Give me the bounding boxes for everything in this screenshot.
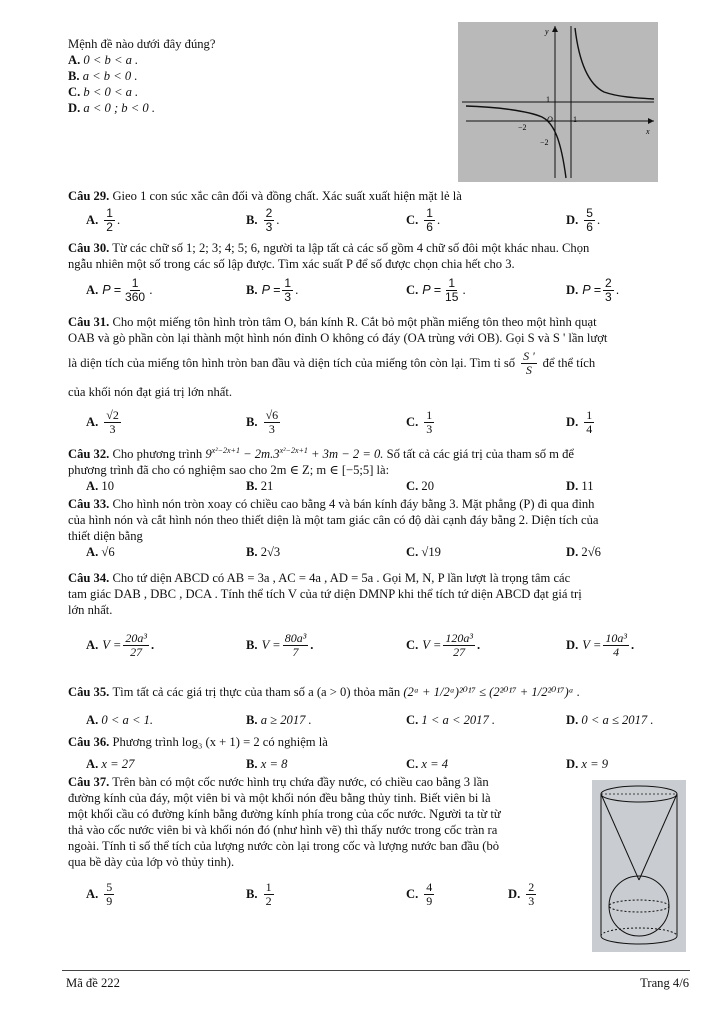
q32-stem-2: phương trình đã cho có nghiệm sao cho 2m ∈ Z; m ∈ [−5;5] là:: [68, 463, 390, 477]
q37-stem-1: Trên bàn có một cốc nước hình trụ chứa đầy nước, có chiều cao bằng 3 lần: [112, 775, 489, 789]
q30-option-d: D. P = $\frac{2}{3}$ .: [566, 275, 620, 304]
graph-svg: [458, 22, 658, 182]
q32-stem-b: Số tất cả các giá trị của tham số m để: [386, 447, 575, 461]
q30-number: Câu 30.: [68, 241, 110, 255]
q34-stem-3: lớn nhất.: [68, 603, 113, 617]
q32-stem-a: Cho phương trình: [112, 447, 203, 461]
q35-option-d: D. 0 < a ≤ 2017 .: [566, 713, 654, 727]
q31-options: [68, 402, 690, 442]
q37-option-a: A. $\frac{5}{9}$: [86, 879, 113, 908]
q34-option-a: A. V = $\frac{\text{20a³}}{27}$ .: [86, 630, 155, 659]
q35-number: Câu 35.: [68, 685, 110, 699]
q29-number: Câu 29.: [68, 189, 110, 203]
q37-stem-6: qua bề dày của lớp vỏ thủy tinh).: [68, 855, 235, 869]
q30-stem-2: ngẫu nhiên một số trong các số lập được. Tìm xác suất P để số được chọn chia hết cho 3.: [68, 257, 515, 271]
q29-options: [68, 204, 690, 236]
q34-number: Câu 34.: [68, 571, 110, 585]
q31-option-c: C. $\frac{1}{3}$: [406, 407, 433, 436]
q37-stem-2: đường kính của đáy, một viên bi và một khối nón đều bằng thủy tinh. Biết viên bi là: [68, 791, 491, 805]
q30-option-a: A. P = $\frac{1}{360}$ .: [86, 275, 153, 304]
graph-tick-xm2: −2: [518, 123, 527, 132]
q33-option-c: C. √19: [406, 545, 441, 559]
cylinder-svg: [592, 780, 686, 952]
q29-stem: Gieo 1 con súc xắc cân đối và đồng chất. Xác suất xuất hiện mặt lẻ là: [112, 189, 462, 203]
q29-option-a: A. $\frac{1}{2}$ .: [86, 205, 121, 234]
q29: [68, 188, 690, 204]
q36: [68, 734, 690, 774]
q29-option-b: B. $\frac{2}{3}$ .: [246, 205, 280, 234]
q31-stem-4: của khối nón đạt giá trị lớn nhất.: [68, 385, 233, 399]
q28-option-d: D. a < 0 ; b < 0 .: [68, 101, 155, 115]
graph-origin: O: [547, 115, 553, 124]
graph-y-label: y: [545, 27, 549, 36]
q35-option-b: B. a ≥ 2017 .: [246, 713, 312, 727]
q32-option-c: C. 20: [406, 479, 434, 493]
q31: [68, 314, 690, 400]
q32-equation: $9^{x^2-2x+1} - 2m.3^{x^2-2x+1} + 3m - 2 = 0$.: [205, 445, 384, 461]
q33-stem-2: của hình nón và cắt hình nón theo thiết diện là một tam giác cân có độ dài cạnh đáy bằng 2. Diện tích của: [68, 513, 599, 527]
q32-option-b: B. 21: [246, 479, 274, 493]
q35-option-c: C. 1 < a < 2017 .: [406, 713, 496, 727]
q35-options: [68, 712, 690, 728]
q30-option-b: B. P = $\frac{1}{3}$ .: [246, 275, 299, 304]
q37-stem-5: ngoài. Tính tỉ số thể tích của lượng nước còn lại trong cốc và lượng nước ban đầu (bỏ: [68, 839, 500, 853]
q32-option-d: D. 11: [566, 479, 594, 493]
q36-option-a: A. x = 27: [86, 757, 135, 771]
q35-stem: Tìm tất cả các giá trị thực của tham số a (a > 0) thỏa mãn: [112, 685, 401, 699]
q31-ratio: $\frac{S '}{S}$: [523, 348, 535, 377]
footer-divider: [62, 970, 690, 971]
q32-option-a: A. 10: [86, 479, 114, 493]
q28-option-c: C. b < 0 < a .: [68, 85, 139, 99]
q28-option-b: B. a < b < 0 .: [68, 69, 138, 83]
q29-option-c: C. $\frac{1}{6}$ .: [406, 205, 441, 234]
q31-stem-3a: là diện tích của miếng tôn hình tròn ban đầu và diện tích của miếng tôn còn lại. Tìm tỉ số: [68, 356, 516, 370]
q30-options: [68, 274, 690, 306]
q34: [68, 570, 690, 618]
q34-options: [68, 624, 690, 666]
page-number: Trang 4/6: [640, 976, 689, 990]
q35-inequality: (2ᵃ + 1/2ᵃ)²⁰¹⁷ ≤ (2²⁰¹⁷ + 1/2²⁰¹⁷)ᵃ .: [403, 685, 580, 699]
q31-option-a: A. $\frac{√2}{3}$: [86, 407, 119, 436]
q36-options: [68, 756, 690, 774]
q34-stem-1: Cho tứ diện ABCD có AB = 3a , AC = 4a , AD = 5a . Gọi M, N, P lần lượt là trọng tâm các: [112, 571, 571, 585]
q33-options: [68, 544, 690, 562]
q35-option-a: A. 0 < a < 1.: [86, 713, 154, 727]
graph-tick-ym2: −2: [540, 138, 549, 147]
function-graph: [458, 22, 658, 182]
q37-option-b: B. $\frac{1}{2}$: [246, 879, 272, 908]
q36-stem: Phương trình log₃ (x + 1) = 2 có nghiệm là: [112, 735, 328, 749]
graph-x-label: x: [646, 127, 650, 136]
q37-number: Câu 37.: [68, 775, 110, 789]
q32-number: Câu 32.: [68, 447, 110, 461]
q37-stem-3: một khối cầu có đường kính bằng đường kính phía trong của cốc nước. Người ta từ từ: [68, 807, 501, 821]
q36-number: Câu 36.: [68, 735, 110, 749]
q30-option-c: C. P = $\frac{1}{15}$ .: [406, 275, 466, 304]
q36-option-b: B. x = 8: [246, 757, 288, 771]
q28-option-a: A. 0 < b < a .: [68, 53, 139, 67]
q33-option-b: B. 2√3: [246, 545, 281, 559]
q33-option-d: D. 2√6: [566, 545, 601, 559]
q30-stem-1: Từ các chữ số 1; 2; 3; 4; 5; 6, người ta lập tất cả các số gồm 4 chữ số đôi một khác nhau. Chọn: [112, 241, 590, 255]
q36-option-d: D. x = 9: [566, 757, 609, 771]
q37-option-d: D. $\frac{2}{3}$: [508, 879, 535, 908]
exam-code: Mã đề 222: [66, 976, 120, 990]
q37-option-c: C. $\frac{4}{9}$: [406, 879, 433, 908]
graph-tick-y1: 1: [546, 95, 550, 104]
q36-option-c: C. x = 4: [406, 757, 449, 771]
q35: [68, 678, 690, 706]
q33-option-a: A. √6: [86, 545, 115, 559]
q30: [68, 240, 690, 272]
graph-tick-x1: 1: [573, 115, 577, 124]
q31-stem-2: OAB và gò phần còn lại thành một hình nón đỉnh O không có đáy (OA trùng với OB). Gọi S và S ' lần lượt: [68, 331, 608, 345]
cylinder-figure: [592, 780, 686, 952]
q34-option-d: D. V = $\frac{\text{10a³}}{4}$ .: [566, 630, 635, 659]
q28-stem: Mệnh đề nào dưới đây đúng?: [68, 37, 216, 51]
q37-stem-4: thả vào cốc nước viên bi và khối nón đó (như hình vẽ) thì thấy nước trong cốc tràn ra: [68, 823, 498, 837]
q33-stem-3: thiết diện bằng: [68, 529, 143, 543]
q29-option-d: D. $\frac{5}{6}$ .: [566, 205, 601, 234]
q31-number: Câu 31.: [68, 315, 110, 329]
q31-stem-1: Cho một miếng tôn hình tròn tâm O, bán kính R. Cắt bỏ một phần miếng tôn theo một hình quạt: [112, 315, 597, 329]
q33-number: Câu 33.: [68, 497, 110, 511]
q33: [68, 496, 690, 562]
q32-options: [68, 478, 690, 494]
q31-option-d: D. $\frac{1}{4}$: [566, 407, 593, 436]
q32: [68, 446, 690, 494]
q33-stem-1: Cho hình nón tròn xoay có chiều cao bằng 4 và bán kính đáy bằng 3. Mặt phẳng (P) đi qua đỉnh: [112, 497, 595, 511]
q34-option-b: B. V = $\frac{\text{80a³}}{7}$ .: [246, 630, 314, 659]
q31-option-b: B. $\frac{√6}{3}$: [246, 407, 279, 436]
q34-option-c: C. V = $\frac{\text{120a³}}{27}$ .: [406, 630, 481, 659]
q34-stem-2: tam giác DAB , DBC , DCA . Tính thể tích V của tứ diện DMNP khi thể tích tứ diện ABCD đạt giá trị: [68, 587, 582, 601]
q31-stem-3b: để thể tích: [542, 356, 596, 370]
q37: [68, 774, 580, 870]
